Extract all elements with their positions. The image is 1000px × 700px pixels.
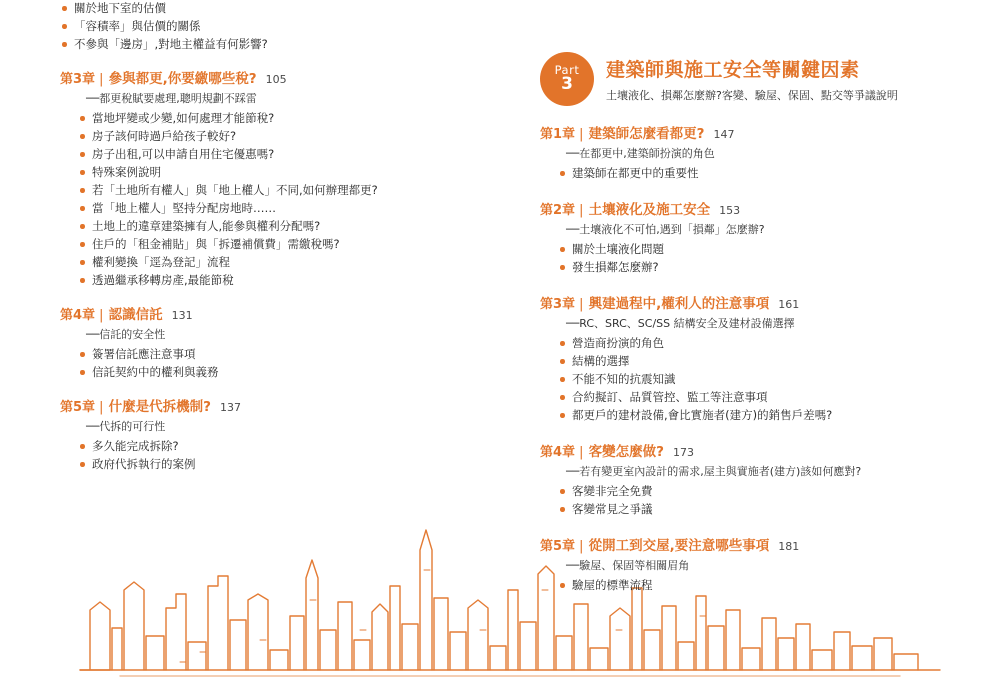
list-item: 客變非完全免費 bbox=[558, 483, 960, 500]
chapter-bullet-list bbox=[558, 241, 960, 276]
top-bullet-group bbox=[60, 0, 490, 53]
list-item: 政府代拆執行的案例 bbox=[78, 456, 490, 473]
chapter-entry[interactable] bbox=[540, 440, 960, 518]
chapter-heading bbox=[540, 440, 960, 460]
chapter-number: 第1章 bbox=[540, 127, 576, 142]
chapter-heading bbox=[540, 534, 960, 554]
chapter-subtitle: ──信託的安全性 bbox=[86, 328, 166, 341]
list-item: 若「土地所有權人」與「地上權人」不同,如何辦理都更? bbox=[78, 182, 490, 199]
chapter-page-number: 131 bbox=[171, 309, 193, 322]
chapter-entry[interactable] bbox=[540, 292, 960, 424]
chapter-entry[interactable] bbox=[60, 67, 490, 289]
chapter-entry[interactable] bbox=[540, 198, 960, 276]
list-item: 特殊案例說明 bbox=[78, 164, 490, 181]
chapter-separator: | bbox=[99, 307, 104, 323]
list-item: 多久能完成拆除? bbox=[78, 438, 490, 455]
chapter-heading bbox=[540, 292, 960, 312]
toc-right-column bbox=[540, 0, 960, 595]
list-item: 營造商扮演的角色 bbox=[558, 335, 960, 352]
list-item: 當「地上權人」堅持分配房地時…… bbox=[78, 200, 490, 217]
list-item: 信託契約中的權利與義務 bbox=[78, 364, 490, 381]
chapter-subtitle: ──土壤液化不可怕,遇到「損鄰」怎麼辦? bbox=[566, 223, 765, 236]
chapter-separator: | bbox=[99, 399, 104, 415]
chapter-subtitle: ──若有變更室內設計的需求,屋主與實施者(建方)該如何應對? bbox=[566, 465, 862, 478]
chapter-number: 第4章 bbox=[60, 308, 96, 323]
chapter-subtitle: ──RC、SRC、SC/SS 結構安全及建材設備選擇 bbox=[566, 317, 795, 330]
chapter-heading bbox=[60, 395, 490, 415]
part-subtitle: 土壤液化、損鄰怎麼辦?客變、驗屋、保固、點交等爭議說明 bbox=[606, 89, 898, 102]
list-item: 關於地下室的估價 bbox=[60, 0, 490, 17]
toc-left-column bbox=[60, 0, 490, 474]
chapter-bullet-list bbox=[558, 335, 960, 424]
right-chapter-list bbox=[540, 122, 960, 594]
list-item: 客變常見之爭議 bbox=[558, 501, 960, 518]
chapter-page-number: 137 bbox=[219, 401, 241, 414]
chapter-separator: | bbox=[579, 296, 584, 312]
chapter-page-number: 181 bbox=[778, 540, 800, 553]
chapter-bullet-list bbox=[558, 483, 960, 518]
chapter-number: 第3章 bbox=[540, 297, 576, 312]
part-text-block bbox=[606, 55, 898, 103]
list-item: 簽署信託應注意事項 bbox=[78, 346, 490, 363]
chapter-separator: | bbox=[579, 444, 584, 460]
list-item: 透過繼承移轉房產,最能節稅 bbox=[78, 272, 490, 289]
chapter-title: 興建過程中,權利人的注意事項 bbox=[588, 296, 770, 312]
chapter-page-number: 147 bbox=[713, 128, 735, 141]
list-item: 結構的選擇 bbox=[558, 353, 960, 370]
list-item: 土地上的違章建築擁有人,能參與權利分配嗎? bbox=[78, 218, 490, 235]
chapter-subtitle: ──都更稅賦要處理,聰明規劃不踩雷 bbox=[86, 92, 257, 105]
list-item: 不能不知的抗震知識 bbox=[558, 371, 960, 388]
list-item: 不參與「邊房」,對地主權益有何影響? bbox=[60, 36, 490, 53]
list-item: 權利變換「逕為登記」流程 bbox=[78, 254, 490, 271]
chapter-title: 認識信託 bbox=[108, 307, 163, 323]
chapter-number: 第5章 bbox=[540, 539, 576, 554]
chapter-number: 第5章 bbox=[60, 400, 96, 415]
list-item: 「容積率」與估價的關係 bbox=[60, 18, 490, 35]
part-number: 3 bbox=[561, 74, 573, 95]
chapter-page-number: 173 bbox=[672, 446, 694, 459]
chapter-entry[interactable] bbox=[60, 303, 490, 381]
chapter-title: 客變怎麼做? bbox=[588, 444, 664, 460]
chapter-page-number: 161 bbox=[778, 298, 800, 311]
part-title: 建築師與施工安全等關鍵因素 bbox=[606, 59, 860, 81]
chapter-heading bbox=[60, 67, 490, 87]
list-item: 發生損鄰怎麼辦? bbox=[558, 259, 960, 276]
chapter-title: 參與都更,你要繳哪些稅? bbox=[108, 71, 257, 87]
chapter-heading bbox=[60, 303, 490, 323]
part-label: Part bbox=[554, 63, 580, 78]
chapter-separator: | bbox=[579, 538, 584, 554]
chapter-entry[interactable] bbox=[60, 395, 490, 473]
list-item: 合約擬訂、品質管控、監工等注意事項 bbox=[558, 389, 960, 406]
list-item: 驗屋的標準流程 bbox=[558, 577, 960, 594]
list-item: 建築師在都更中的重要性 bbox=[558, 165, 960, 182]
chapter-number: 第4章 bbox=[540, 445, 576, 460]
list-item: 房子出租,可以申請自用住宅優惠嗎? bbox=[78, 146, 490, 163]
list-item: 當地坪變或少變,如何處理才能節稅? bbox=[78, 110, 490, 127]
list-item: 房子該何時過戶給孩子較好? bbox=[78, 128, 490, 145]
chapter-bullet-list bbox=[78, 110, 490, 289]
chapter-heading bbox=[540, 122, 960, 142]
chapter-entry[interactable] bbox=[540, 534, 960, 594]
part-badge bbox=[540, 52, 594, 106]
list-item: 都更戶的建材設備,會比實施者(建方)的銷售戶差嗎? bbox=[558, 407, 960, 424]
chapter-title: 什麼是代拆機制? bbox=[108, 399, 211, 415]
chapter-separator: | bbox=[579, 202, 584, 218]
chapter-title: 土壤液化及施工安全 bbox=[588, 202, 711, 218]
chapter-subtitle: ──代拆的可行性 bbox=[86, 420, 166, 433]
chapter-title: 建築師怎麼看都更? bbox=[588, 126, 705, 142]
chapter-separator: | bbox=[579, 126, 584, 142]
chapter-subtitle: ──驗屋、保固等相關眉角 bbox=[566, 559, 690, 572]
chapter-separator: | bbox=[99, 71, 104, 87]
chapter-heading bbox=[540, 198, 960, 218]
chapter-page-number: 105 bbox=[265, 73, 287, 86]
chapter-bullet-list bbox=[558, 165, 960, 182]
chapter-number: 第3章 bbox=[60, 72, 96, 87]
chapter-title: 從開工到交屋,要注意哪些事項 bbox=[588, 538, 770, 554]
chapter-bullet-list bbox=[78, 346, 490, 381]
chapter-page-number: 153 bbox=[719, 204, 741, 217]
list-item: 住戶的「租金補貼」與「拆遷補償費」需繳稅嗎? bbox=[78, 236, 490, 253]
chapter-bullet-list bbox=[558, 577, 960, 594]
chapter-number: 第2章 bbox=[540, 203, 576, 218]
chapter-subtitle: ──在都更中,建築師扮演的角色 bbox=[566, 147, 715, 160]
chapter-entry[interactable] bbox=[540, 122, 960, 182]
list-item: 關於土壤液化問題 bbox=[558, 241, 960, 258]
chapter-bullet-list bbox=[78, 438, 490, 473]
part-header bbox=[540, 52, 960, 106]
